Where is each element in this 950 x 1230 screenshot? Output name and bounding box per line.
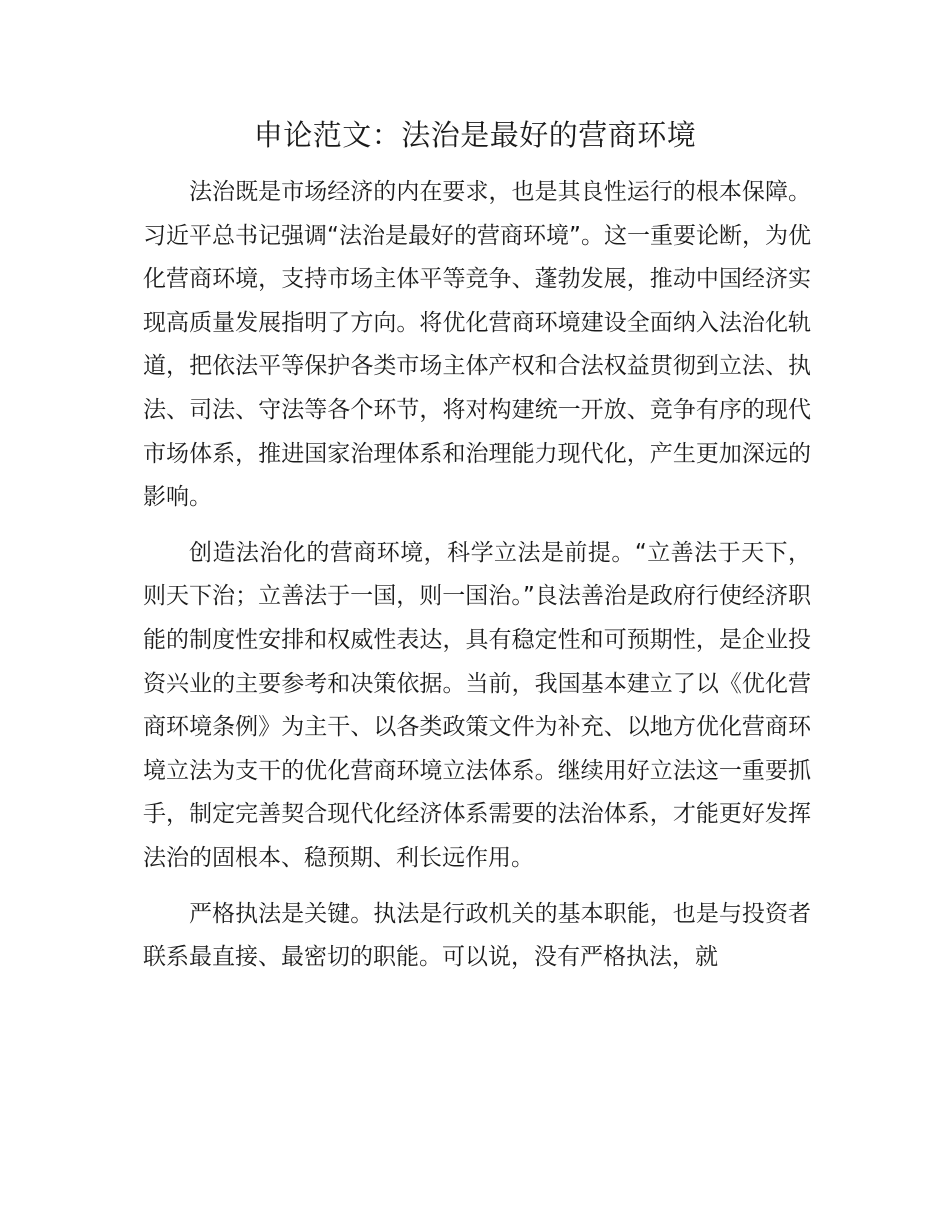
document-title: 申论范文：法治是最好的营商环境 <box>253 118 697 152</box>
document-body <box>143 171 811 992</box>
paragraph-1: 法治既是市场经济的内在要求，也是其良性运行的根本保障。习近平总书记强调“法治是最好的营商环境”。这一重要论断，为优化营商环境，支持市场主体平等竞争、蓬勃发展，推动中国经济实现高质量发展指明了方向。将优化营商环境建设全面纳入法治化轨道，把依法平等保护各类市场主体产权和合法权益贯彻到立法、执法、司法、守法等各个环节，将对构建统一开放、竞争有序的现代市场体系，推进国家治理体系和治理能力现代化，产生更加深远的影响。 <box>143 179 811 511</box>
paragraph-3: 严格执法是关键。执法是行政机关的基本职能，也是与投资者联系最直接、最密切的职能。可以说，没有严格执法，就 <box>143 900 811 971</box>
paragraph-2: 创造法治化的营商环境，科学立法是前提。“立善法于天下，则天下治；立善法于一国，则一国治。”良法善治是政府行使经济职能的制度性安排和权威性表达，具有稳定性和可预期性，是企业投资兴业的主要参考和决策依据。当前，我国基本建立了以《优化营商环境条例》为主干、以各类政策文件为补充、以地方优化营商环境立法为支干的优化营商环境立法体系。继续用好立法这一重要抓手，制定完善契合现代化经济体系需要的法治体系，才能更好发挥法治的固根本、稳预期、利长远作用。 <box>143 539 811 871</box>
